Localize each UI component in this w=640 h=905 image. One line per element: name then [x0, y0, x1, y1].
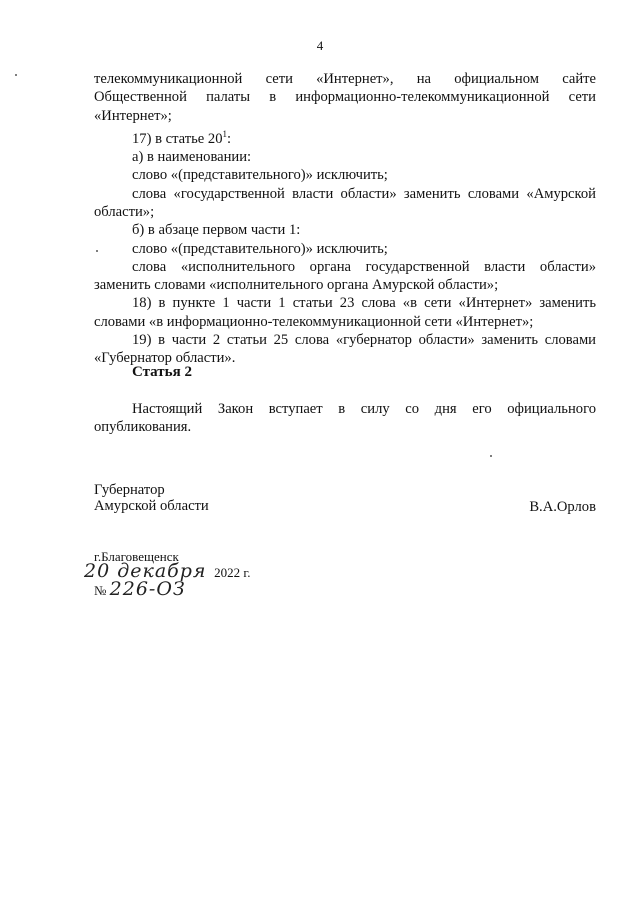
amendments-block	[94, 70, 596, 368]
amendment-line: а) в наименовании:	[132, 149, 252, 166]
superscript: 1	[222, 128, 228, 139]
signer-title	[94, 482, 209, 514]
handwritten-date: 20 декабря	[84, 560, 207, 582]
law-number	[94, 578, 186, 600]
signer-name: В.А.Орлов	[529, 499, 596, 515]
amendment-item-17: 17) в статье $20^1$:	[132, 128, 232, 147]
amendment-line: «Интернет»;	[94, 107, 172, 124]
article-body	[94, 400, 596, 437]
amendment-line: слово «(представительного)» исключить;	[132, 167, 388, 184]
place-of-signing: г.Благовещенск	[94, 549, 179, 564]
article-heading: Статья 2	[132, 364, 192, 380]
signer-title-line-1: Губернатор	[94, 482, 165, 498]
scan-speck	[15, 74, 17, 76]
scan-speck	[490, 455, 492, 457]
handwritten-number: 226-ОЗ	[109, 578, 186, 600]
amendment-line: слова «государственной власти области» заменить словами «Амурской области»;	[94, 185, 596, 220]
continuation-line-2: Общественной палаты в информационно-телекоммуникационной сети	[94, 89, 596, 106]
amendment-line: слова «исполнительного органа государственной власти области» заменить словами «исполнительного органа Амурской области»;	[94, 258, 596, 294]
scan-speck	[96, 250, 98, 252]
article-text: Настоящий Закон вступает в силу со дня его официального опубликования.	[94, 401, 596, 436]
amendment-line: б) в абзаце первом части 1:	[132, 222, 301, 239]
amendment-item-19: 19) в части 2 статьи 25 слова «губернатор области» заменить словами «Губернатор области».	[94, 332, 596, 367]
signer-title-line-2: Амурской области	[94, 498, 209, 514]
date-year: 2022 г.	[214, 565, 251, 580]
number-prefix: №	[94, 583, 107, 598]
continuation-line-1: телекоммуникационной сети «Интернет», на официальном сайте	[94, 71, 596, 87]
page-number: 4	[316, 38, 324, 53]
amendment-line: слово «(представительного)» исключить;	[132, 240, 388, 257]
amendment-item-18: 18) в пункте 1 части 1 статьи 23 слова «в сети «Интернет» заменить словами «в информационно-телекоммуникационной сети «Интернет»;	[94, 295, 596, 330]
